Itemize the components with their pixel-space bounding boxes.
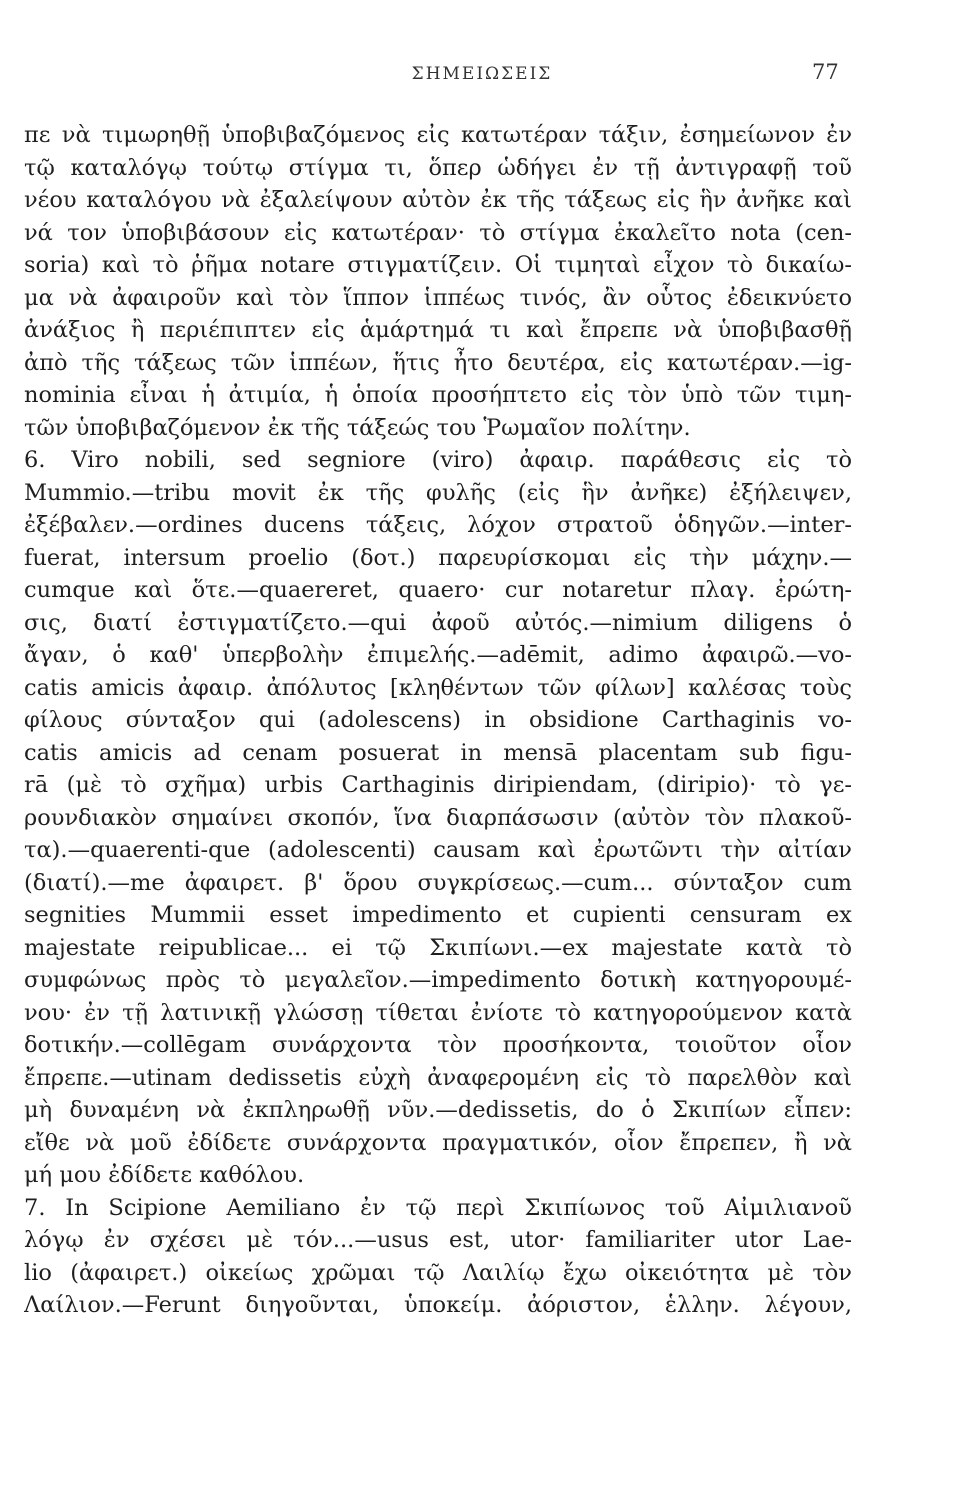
text-line: fuerat, intersum proelio (δοτ.) παρευρίσκομαι εἰς τὴν μάχην.— [24, 544, 852, 571]
text-line: cumque καὶ ὅτε.—quaereret, quaero· cur notaretur πλαγ. ἐρώτη- [24, 577, 852, 603]
text-line: ρουνδιακὸν σημαίνει σκοπόν, ἵνα διαρπάσωσιν (αὐτὸν τὸν πλακοῦ- [24, 804, 852, 831]
text-line: ἐξέβαλεν.—ordines ducens τάξεις, λόχον στρατοῦ ὁδηγῶν.—inter- [24, 512, 852, 538]
text-line: Mummio.—tribu movit ἐκ τῆς φυλῆς (εἰς ἣν ἀνῆκε) ἐξήλειψεν, [24, 479, 852, 506]
text-line: catis amicis ad cenam posuerat in mensā placentam sub figu- [24, 739, 852, 766]
text-line: 7. In Scipione Aemiliano ἐν τῷ περὶ Σκιπίωνος τοῦ Αἰμιλιανοῦ [24, 1194, 852, 1221]
text-line: φίλους σύνταξον qui (adolescens) in obsidione Carthaginis vo- [24, 707, 852, 733]
text-line: nominia εἶναι ἡ ἀτιμία, ἡ ὁποία προσήπτετο εἰς τὸν ὑπὸ τῶν τιμη- [24, 382, 852, 408]
text-line: λόγῳ ἐν σχέσει μὲ τόν...—usus est, utor· familiariter utor Lae- [24, 1227, 852, 1253]
text-line: νέου καταλόγου νὰ ἐξαλείψουν αὐτὸν ἐκ τῆς τάξεως εἰς ἣν ἀνῆκε καὶ [24, 187, 852, 213]
text-line: δοτικήν.—collēgam συνάρχοντα τὸν προσήκοντα, τοιοῦτον οἷον [24, 1032, 852, 1058]
text-line: σις, διατί ἐστιγματίζετο.—qui ἀφοῦ αὐτός.—nimium diligens ὁ [24, 609, 852, 636]
text-line: Λαίλιον.—Ferunt διηγοῦνται, ὑποκείμ. ἀόριστον, ἑλλην. λέγουν, [24, 1292, 852, 1318]
text-line: ἀπὸ τῆς τάξεως τῶν ἱππέων, ἥτις ἦτο δευτέρα, εἰς κατωτέραν.—ig- [24, 349, 852, 376]
page-number: 77 [812, 60, 839, 84]
notes-body [24, 119, 852, 1322]
text-line: νου· ἐν τῇ λατινικῇ γλώσσῃ τίθεται ἐνίοτε τὸ κατηγορούμενον κατὰ [24, 999, 852, 1026]
text-line: τῷ καταλόγῳ τούτῳ στίγμα τι, ὅπερ ὡδήγει ἐν τῇ ἀντιγραφῇ τοῦ [24, 154, 852, 181]
text-line: μα νὰ ἀφαιροῦν καὶ τὸν ἵππον ἱππέως τινός, ἂν οὗτος ἐδεικνύετο [24, 284, 852, 311]
text-line: soria) καὶ τὸ ῥῆμα notare στιγματίζειν. Οἱ τιμηταὶ εἶχον τὸ δικαίω- [24, 252, 852, 278]
text-line: νά τον ὑποβιβάσουν εἰς κατωτέραν· τὸ στίγμα ἐκαλεῖτο nota (cen- [24, 219, 852, 246]
text-line: lio (ἀφαιρετ.) οἰκείως χρῶμαι τῷ Λαιλίῳ ἔχω οἰκειότητα μὲ τὸν [24, 1259, 852, 1286]
text-line: ἄγαν, ὁ καθ' ὑπερβολὴν ἐπιμελής.—adēmit, adimo ἀφαιρῶ.—vo- [24, 642, 852, 668]
text-line: εἴθε νὰ μοῦ ἐδίδετε συνάρχοντα πραγματικόν, οἷον ἔπρεπεν, ἢ νὰ [24, 1129, 852, 1156]
text-line: πε νὰ τιμωρηθῇ ὑποβιβαζόμενος εἰς κατωτέραν τάξιν, ἐσημείωνον ἐν [24, 122, 852, 148]
text-line: rā (μὲ τὸ σχῆμα) urbis Carthaginis diripiendam, (diripio)· τὸ γε- [24, 772, 852, 798]
text-line: συμφώνως πρὸς τὸ μεγαλεῖον.—impedimento δοτικὴ κατηγορουμέ- [24, 967, 852, 993]
text-line: 6. Viro nobili, sed segniore (viro) ἀφαιρ. παράθεσις εἰς τὸ [24, 447, 852, 473]
text-line: catis amicis ἀφαιρ. ἀπόλυτος [κληθέντων τῶν φίλων] καλέσας τοὺς [24, 674, 852, 701]
text-line: ἀνάξιος ἢ περιέπιπτεν εἰς ἁμάρτημά τι καὶ ἔπρεπε νὰ ὑποβιβασθῇ [24, 317, 852, 343]
text-line: τῶν ὑποβιβαζόμενον ἐκ τῆς τάξεώς του Ῥωμαῖον πολίτην. [24, 414, 691, 441]
text-line: μὴ δυναμένη νὰ ἐκπληρωθῇ νῦν.—dedissetis, do ὁ Σκιπίων εἶπεν: [24, 1097, 852, 1123]
text-line: majestate reipublicae... ei τῷ Σκιπίωνι.—ex majestate κατὰ τὸ [24, 934, 852, 961]
text-line: μή μου ἐδίδετε καθόλου. [24, 1162, 305, 1188]
text-line: segnities Mummii esset impedimento et cupienti censuram ex [24, 902, 852, 928]
text-line: τα).—quaerenti-que (adolescenti) causam καὶ ἐρωτῶντι τὴν αἰτίαν [24, 837, 852, 863]
text-line: (διατί).—me ἀφαιρετ. β' ὅρου συγκρίσεως.—cum... σύνταξον cum [24, 869, 852, 896]
running-title: ΣΗΜΕΙΩΣΕΙΣ [411, 64, 553, 84]
text-line: ἔπρεπε.—utinam dedissetis εὐχὴ ἀναφερομένη εἰς τὸ παρελθὸν καὶ [24, 1064, 852, 1091]
